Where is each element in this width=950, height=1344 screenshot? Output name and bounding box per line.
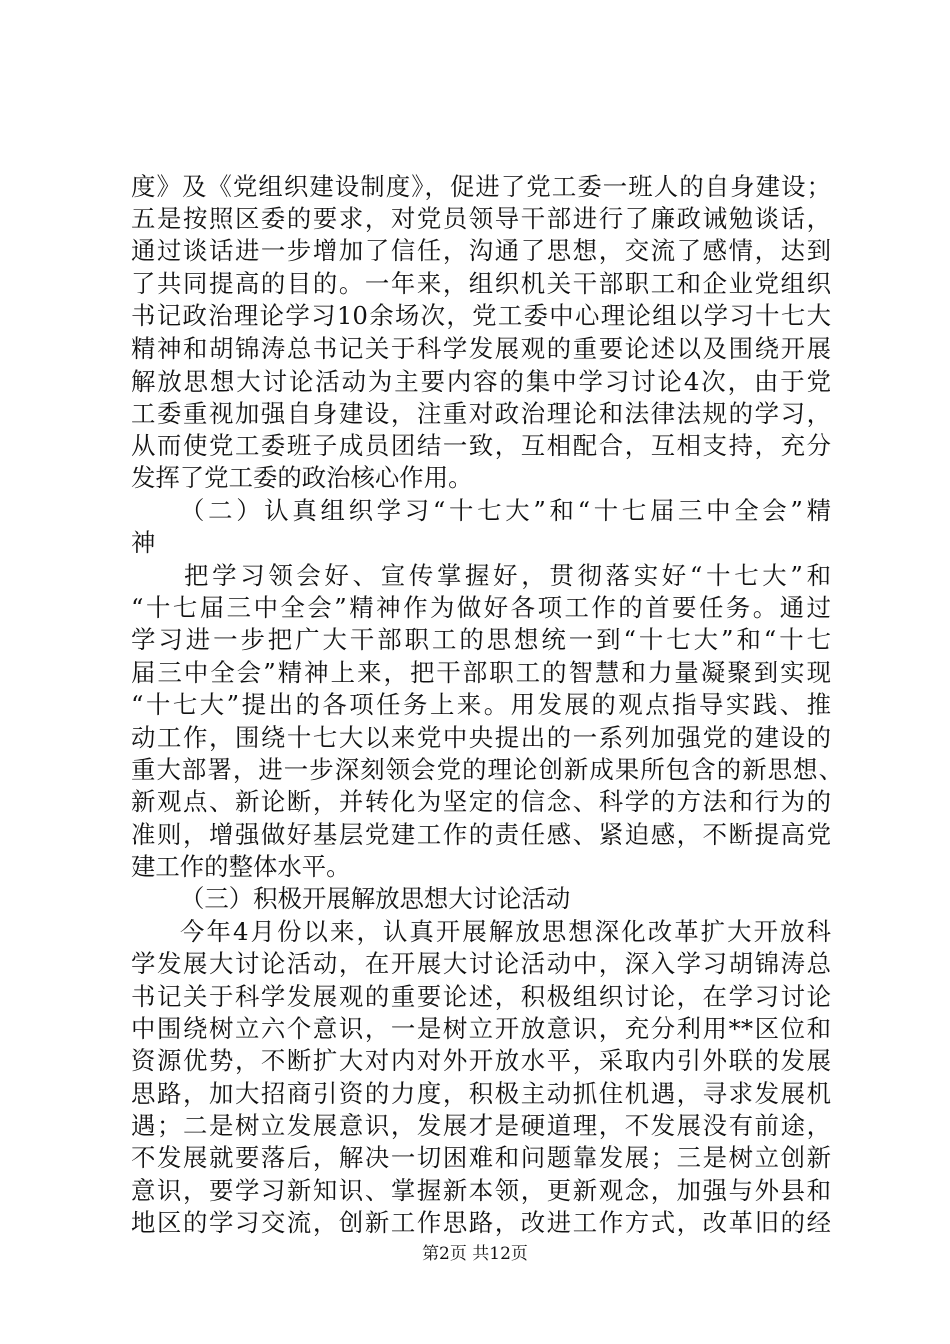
text-line: 资源优势，不断扩大对内对外开放水平，采取内引外联的发展: [131, 1046, 831, 1075]
text-line: 精神和胡锦涛总书记关于科学发展观的重要论述以及围绕开展: [131, 334, 831, 363]
text-line: 书记政治理论学习10余场次，党工委中心理论组以学习十七大: [131, 301, 831, 330]
text-line: 重大部署，进一步深刻领会党的理论创新成果所包含的新思想、: [131, 755, 843, 784]
text-line: 不发展就要落后，解决一切困难和问题靠发展；三是树立创新: [131, 1143, 831, 1172]
text-line: 神: [131, 528, 156, 557]
text-line: （二）认真组织学习“十七大”和“十七届三中全会”精: [180, 496, 831, 525]
text-line: 届三中全会”精神上来，把干部职工的智慧和力量凝聚到实现: [131, 658, 831, 687]
text-line: 了共同提高的目的。一年来，组织机关干部职工和企业党组织: [131, 269, 831, 298]
text-line: 动工作，围绕十七大以来党中央提出的一系列加强党的建设的: [131, 723, 831, 752]
text-line: 发挥了党工委的政治核心作用。: [131, 463, 473, 492]
text-line: 度》及《党组织建设制度》，促进了党工委一班人的自身建设；: [131, 172, 831, 201]
text-line: 解放思想大讨论活动为主要内容的集中学习讨论4次，由于党: [131, 367, 831, 396]
text-line: 思路，加大招商引资的力度，积极主动抓住机遇，寻求发展机: [131, 1079, 831, 1108]
text-line: 五是按照区委的要求，对党员领导干部进行了廉政诫勉谈话，: [131, 204, 831, 233]
text-line: 今年4月份以来，认真开展解放思想深化改革扩大开放科: [180, 917, 831, 946]
text-line: 学发展大讨论活动，在开展大讨论活动中，深入学习胡锦涛总: [131, 949, 831, 978]
text-line: 意识，要学习新知识、掌握新本领，更新观念，加强与外县和: [131, 1176, 831, 1205]
text-line: 地区的学习交流，创新工作思路，改进工作方式，改革旧的经: [131, 1208, 831, 1237]
page-footer: 第2页 共12页: [422, 1244, 528, 1264]
text-line: 遇；二是树立发展意识，发展才是硬道理，不发展没有前途，: [131, 1111, 831, 1140]
text-line: 通过谈话进一步增加了信任，沟通了思想，交流了感情，达到: [131, 236, 831, 265]
text-line: 中围绕树立六个意识，一是树立开放意识，充分利用**区位和: [131, 1014, 831, 1043]
text-line: 新观点、新论断，并转化为坚定的信念、科学的方法和行为的: [131, 787, 831, 816]
text-line: 建工作的整体水平。: [131, 852, 351, 881]
text-line: 准则，增强做好基层党建工作的责任感、紧迫感，不断提高党: [131, 820, 831, 849]
text-line: （三）积极开展解放思想大讨论活动: [180, 884, 571, 913]
text-line: 学习进一步把广大干部职工的思想统一到“十七大”和“十七: [131, 625, 831, 654]
text-line: 把学习领会好、宣传掌握好，贯彻落实好“十七大”和: [184, 561, 831, 590]
text-line: “十七大”提出的各项任务上来。用发展的观点指导实践、推: [131, 690, 831, 719]
text-line: “十七届三中全会”精神作为做好各项工作的首要任务。通过: [131, 593, 831, 622]
text-line: 书记关于科学发展观的重要论述，积极组织讨论，在学习讨论: [131, 982, 831, 1011]
text-line: 从而使党工委班子成员团结一致，互相配合，互相支持，充分: [131, 431, 831, 460]
text-line: 工委重视加强自身建设，注重对政治理论和法律法规的学习，: [131, 399, 831, 428]
